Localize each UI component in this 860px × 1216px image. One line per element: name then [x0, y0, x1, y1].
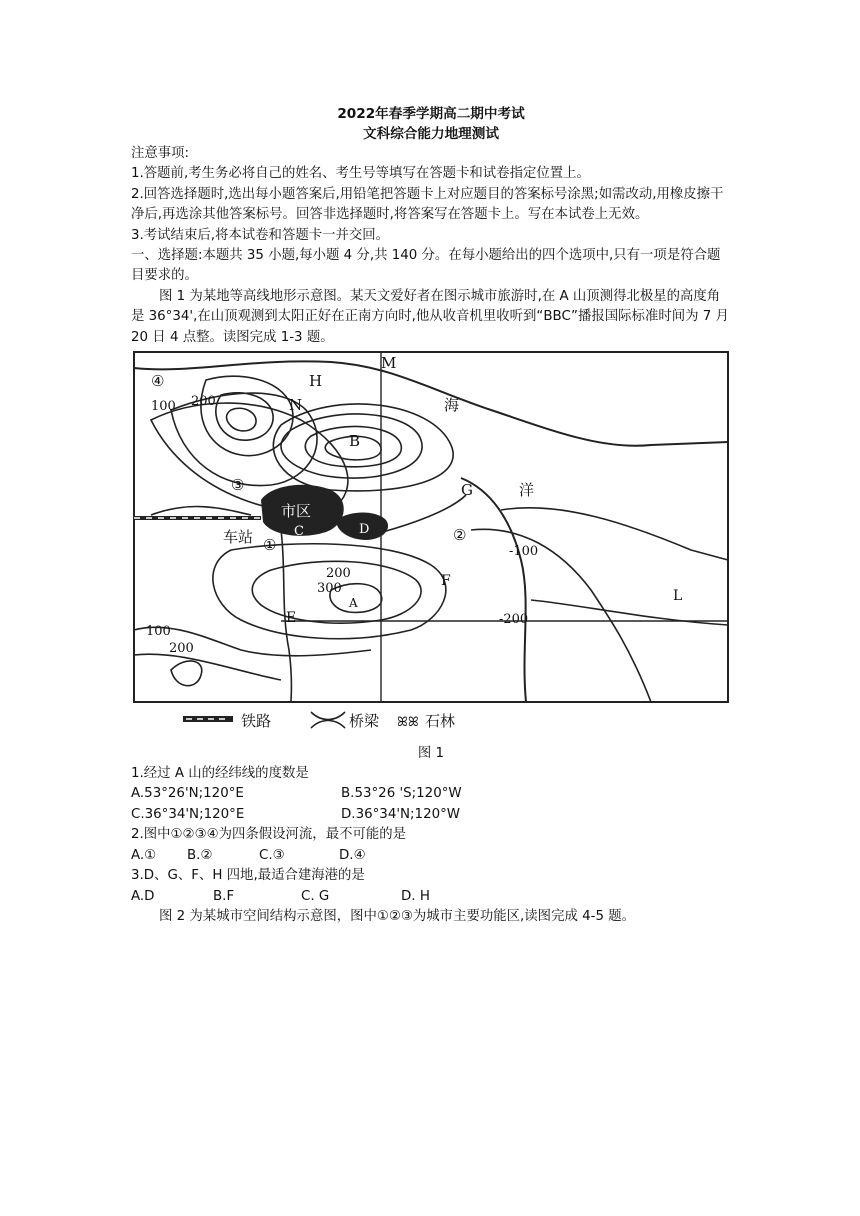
question-2-stem: 2.图中①②③④为四条假设河流，最不可能的是 — [131, 827, 407, 843]
q2-option-c[interactable]: C.③ — [259, 847, 285, 863]
q3-option-d[interactable]: D. H — [401, 888, 430, 904]
contour-label-200a: 200 — [191, 394, 216, 410]
passage-2: 图 2 为某城市空间结构示意图，图中①②③为城市主要功能区,读图完成 4-5 题。 — [159, 908, 636, 924]
exam-title: 2022年春季学期高二期中考试 — [337, 106, 525, 122]
contour-map-svg — [131, 350, 731, 740]
label-n: N — [289, 396, 303, 415]
legend-railway: 铁路 — [241, 712, 272, 731]
label-ocean: 洋 — [519, 481, 535, 500]
contour-label-100b: 100 — [146, 624, 171, 640]
contour-label-100a: 100 — [151, 399, 176, 415]
label-b: B — [349, 432, 361, 451]
figure-1-caption: 图 1 — [417, 746, 445, 762]
question-3-stem: 3.D、G、F、H 四地,最适合建海港的是 — [131, 868, 365, 884]
notice-heading: 注意事项: — [131, 146, 190, 161]
notice-item-1: 1.答题前,考生务必将自己的姓名、考生号等填写在答题卡和试卷指定位置上。 — [131, 166, 590, 182]
label-d: D — [359, 522, 370, 538]
exam-subtitle: 文科综合能力地理测试 — [363, 126, 499, 142]
q1-option-d[interactable]: D.36°34'N;120°W — [341, 806, 461, 822]
q2-option-d[interactable]: D.④ — [339, 847, 366, 863]
label-g: G — [461, 481, 473, 500]
label-m: M — [381, 354, 397, 373]
river-2-label: ② — [453, 526, 467, 545]
q2-option-a[interactable]: A.① — [131, 847, 157, 863]
label-station: 车站 — [223, 528, 254, 547]
question-1-stem: 1.经过 A 山的经纬线的度数是 — [131, 766, 309, 782]
exam-page — [131, 104, 731, 927]
notice-item-2: 2.回答选择题时,选出每小题答案后,用铅笔把答题卡上对应题目的答案标号涂黑;如需改动,用橡皮擦干净后,再选涂其他答案标号。回答非选择题时,将答案写在答题卡上。写在本试卷上无效。 — [131, 186, 724, 223]
map-legend — [183, 712, 455, 730]
legend-stone-forest: 石林 — [425, 712, 456, 731]
label-l: L — [673, 588, 683, 605]
label-sea: 海 — [444, 396, 460, 415]
q2-option-b[interactable]: B.② — [187, 847, 213, 863]
section-intro: 一、选择题:本题共 35 小题,每小题 4 分,共 140 分。在每小题给出的四个选项中,只有一项是符合题目要求的。 — [131, 248, 721, 284]
contour-label-200c: 200 — [169, 641, 194, 657]
contour-label-200b: 200 — [326, 566, 351, 582]
contour-label-300: 300 — [317, 581, 342, 597]
q3-option-a[interactable]: A.D — [131, 888, 155, 904]
label-c: C — [294, 524, 304, 540]
question-1-options-row1 — [131, 784, 731, 804]
legend-bridge: 桥梁 — [349, 712, 380, 731]
q1-option-c[interactable]: C.36°34'N;120°E — [131, 806, 245, 822]
question-2-options — [131, 846, 731, 866]
question-1-options-row2 — [131, 805, 731, 825]
label-e: E — [286, 610, 297, 627]
river-4-label: ④ — [151, 372, 165, 391]
notice-item-3: 3.考试结束后,将本试卷和答题卡一并交回。 — [131, 227, 390, 243]
contour-label-minus100: -100 — [509, 544, 539, 560]
stone-forest-icon: ꕤꕤ — [397, 715, 419, 731]
passage-1: 图 1 为某地等高线地形示意图。某天文爱好者在图示城市旅游时,在 A 山顶测得北极星的高度角是 36°34',在山顶观测到太阳正好在正南方向时,他从收音机里收听到“BBC”播报国际标准时间为 7 月 20 日 4 点整。读图完成 1-3 题。 — [131, 288, 729, 345]
question-3-options — [131, 887, 731, 907]
q1-option-b[interactable]: B.53°26 'S;120°W — [341, 786, 462, 802]
river-3-label: ③ — [231, 476, 245, 495]
label-city: 市区 — [281, 502, 312, 521]
label-f: F — [441, 573, 451, 590]
label-h: H — [309, 372, 323, 391]
q3-option-b[interactable]: B.F — [213, 888, 235, 904]
figure-1-contour-map — [131, 350, 731, 740]
label-a: A — [349, 596, 358, 611]
q3-option-c[interactable]: C. G — [301, 888, 330, 904]
q1-option-a[interactable]: A.53°26'N;120°E — [131, 786, 244, 802]
contour-label-minus200: -200 — [499, 612, 529, 628]
river-1-label: ① — [263, 536, 277, 555]
